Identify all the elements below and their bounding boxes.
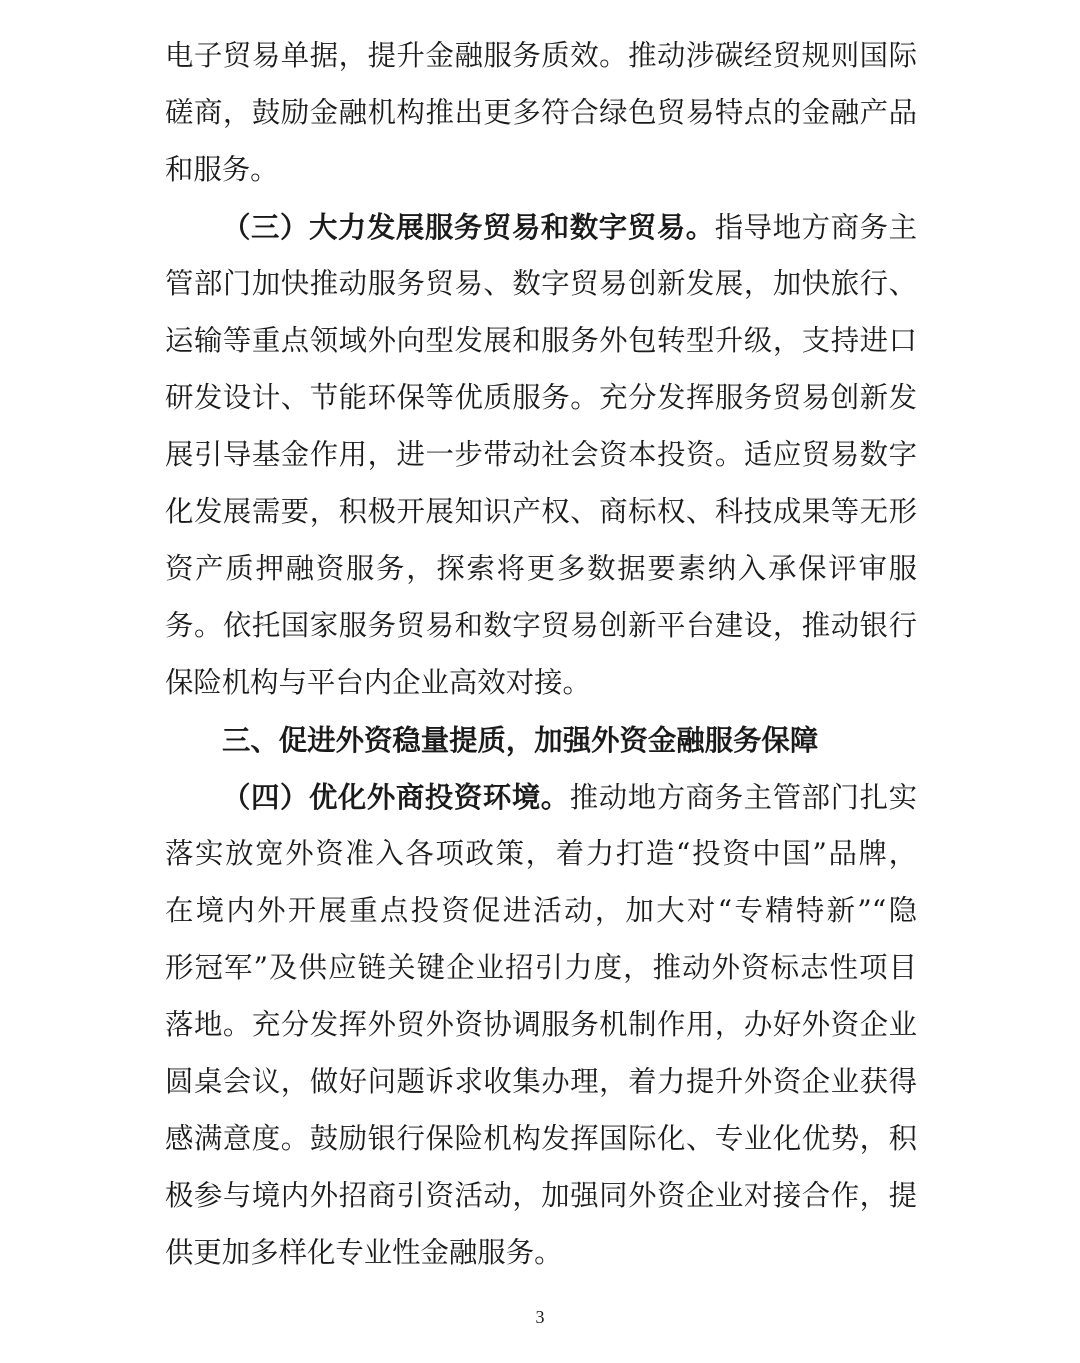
page-number: 3	[535, 1307, 545, 1327]
paragraph-line: 形冠军”及供应链关键企业招引力度，推动外资标志性项目	[165, 951, 917, 984]
paragraph-line: 资产质押融资服务，探索将更多数据要素纳入承保评审服	[165, 552, 917, 585]
paragraph-line: 在境内外开展重点投资促进活动，加大对“专精特新”“隐	[165, 894, 917, 927]
paragraph-first-line	[222, 207, 917, 247]
subsection-title: （三）大力发展服务贸易和数字贸易。	[222, 210, 715, 244]
paragraph-line: 务。依托国家服务贸易和数字贸易创新平台建设，推动银行	[165, 609, 917, 642]
paragraph-line: 极参与境内外招商引资活动，加强同外资企业对接合作，提	[165, 1179, 917, 1212]
paragraph-line: 研发设计、节能环保等优质服务。充分发挥服务贸易创新发	[165, 381, 917, 414]
paragraph-line: 落地。充分发挥外贸外资协调服务机制作用，办好外资企业	[165, 1008, 917, 1041]
paragraph-line: 磋商，鼓励金融机构推出更多符合绿色贸易特点的金融产品	[165, 96, 917, 129]
paragraph-line: 感满意度。鼓励银行保险机构发挥国际化、专业化优势，积	[165, 1122, 917, 1155]
paragraph-line: 电子贸易单据，提升金融服务质效。推动涉碳经贸规则国际	[165, 39, 917, 72]
paragraph-line: 落实放宽外资准入各项政策，着力打造“投资中国”品牌，	[165, 837, 917, 870]
paragraph-text: 推动地方商务主管部门扎实	[569, 781, 917, 814]
paragraph-line: 管部门加快推动服务贸易、数字贸易创新发展，加快旅行、	[165, 267, 917, 300]
section-heading: 三、促进外资稳量提质，加强外资金融服务保障	[222, 723, 819, 757]
paragraph-first-line	[222, 777, 917, 817]
subsection-title: （四）优化外商投资环境。	[222, 780, 570, 814]
paragraph-text: 指导地方商务主	[714, 211, 917, 244]
paragraph-line: 展引导基金作用，进一步带动社会资本投资。适应贸易数字	[165, 438, 917, 471]
paragraph-line: 供更加多样化专业性金融服务。	[165, 1236, 563, 1269]
paragraph-line: 运输等重点领域外向型发展和服务外包转型升级，支持进口	[165, 324, 917, 357]
paragraph-line: 保险机构与平台内企业高效对接。	[165, 666, 591, 699]
paragraph-line: 圆桌会议，做好问题诉求收集办理，着力提升外资企业获得	[165, 1065, 917, 1098]
paragraph-line: 和服务。	[165, 153, 279, 186]
paragraph-line: 化发展需要，积极开展知识产权、商标权、科技成果等无形	[165, 495, 917, 528]
